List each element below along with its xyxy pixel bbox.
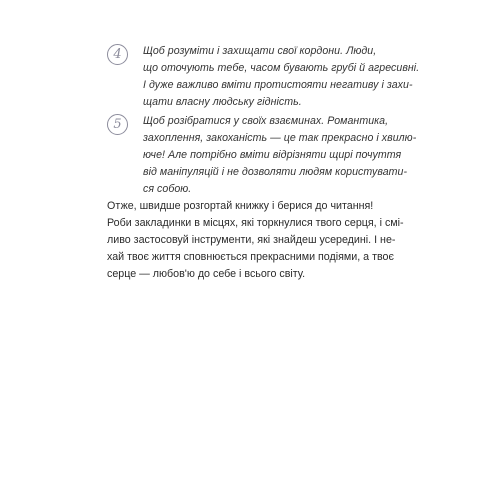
text-line: захоплення, закоханість — це так прекрасно і хвилю-: [143, 132, 417, 144]
text-line: Отже, швидше розгортай книжку і берися до читання!: [107, 200, 374, 212]
text-line: юче! Але потрібно вміти відрізняти щирі почуття: [143, 149, 402, 161]
item-number-badge: 5: [107, 114, 128, 135]
text-line: І дуже важливо вміти протистояти негативу і захи-: [143, 79, 413, 91]
text-line: Щоб розібратися у своїх взаєминах. Романтика,: [143, 115, 389, 127]
item-text: [143, 113, 417, 198]
text-line: Щоб розуміти і захищати свої кордони. Люди,: [143, 45, 377, 57]
item-number-badge: 4: [107, 44, 128, 65]
text-line: Роби закладинки в місцях, які торкнулися твого серця, і смі-: [107, 217, 404, 229]
text-line: серце — любов'ю до себе і всього світу.: [107, 268, 306, 280]
text-line: ливо застосовуй інструменти, які знайдеш усередині. І не-: [107, 234, 396, 246]
text-line: від маніпуляцій і не дозволяти людям користувати-: [143, 166, 408, 178]
text-line: що оточують тебе, часом бувають грубі й агресивні.: [143, 62, 420, 74]
text-line: хай твоє життя сповнюється прекрасними подіями, а твоє: [107, 251, 394, 263]
text-line: щати власну людську гідність.: [143, 96, 302, 108]
text-line: ся собою.: [143, 183, 192, 195]
item-text: [143, 43, 420, 111]
closing-paragraph: [107, 198, 404, 283]
